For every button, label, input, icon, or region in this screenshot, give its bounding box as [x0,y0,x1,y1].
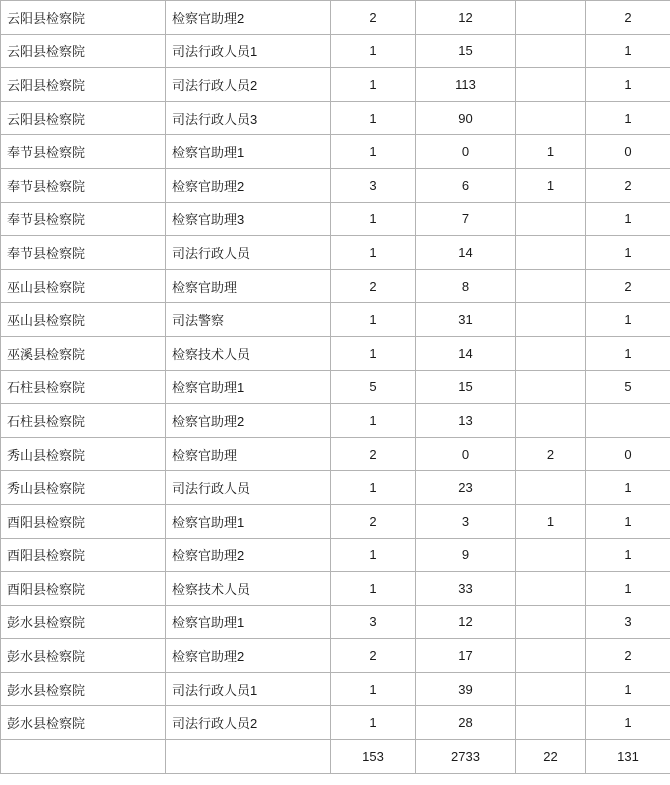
cell-plan: 2 [331,437,416,471]
cell-col4: 2 [586,269,670,303]
cell-col3: 2 [516,437,586,471]
cell-col4: 2 [586,168,670,202]
table-row [1,269,670,303]
table-row [1,572,670,606]
cell-post: 司法行政人员 [166,236,331,270]
cell-col4: 1 [586,672,670,706]
cell-plan: 1 [331,202,416,236]
cell-plan: 1 [331,538,416,572]
table-row [1,437,670,471]
cell-col4: 1 [586,236,670,270]
cell-org: 云阳县检察院 [1,34,166,68]
cell-post: 检察官助理2 [166,404,331,438]
cell-plan: 1 [331,101,416,135]
cell-post: 司法行政人员3 [166,101,331,135]
cell-post: 检察官助理1 [166,135,331,169]
cell-col3 [516,572,586,606]
cell-col3 [516,538,586,572]
cell-col3 [516,1,586,35]
cell-col4 [586,404,670,438]
cell-col3 [516,34,586,68]
total-cell-post [166,740,331,774]
cell-org: 奉节县检察院 [1,135,166,169]
cell-col4: 1 [586,706,670,740]
cell-post: 检察官助理3 [166,202,331,236]
cell-plan: 1 [331,236,416,270]
cell-col3 [516,370,586,404]
cell-col4: 5 [586,370,670,404]
cell-col3 [516,68,586,102]
cell-plan: 1 [331,672,416,706]
cell-col4: 1 [586,504,670,538]
table-row [1,471,670,505]
table-row [1,34,670,68]
cell-org: 云阳县检察院 [1,1,166,35]
cell-org: 彭水县检察院 [1,639,166,673]
cell-col4: 0 [586,135,670,169]
cell-post: 检察技术人员 [166,336,331,370]
cell-col3 [516,269,586,303]
cell-col4: 1 [586,34,670,68]
cell-applied: 6 [416,168,516,202]
cell-applied: 39 [416,672,516,706]
cell-applied: 23 [416,471,516,505]
table-row [1,101,670,135]
cell-plan: 2 [331,269,416,303]
cell-col3 [516,202,586,236]
cell-applied: 17 [416,639,516,673]
table-row [1,605,670,639]
table-total-row [1,740,670,774]
table-row [1,538,670,572]
cell-org: 巫溪县检察院 [1,336,166,370]
cell-col3 [516,336,586,370]
cell-org: 秀山县检察院 [1,437,166,471]
cell-plan: 3 [331,168,416,202]
cell-post: 司法行政人员 [166,471,331,505]
cell-plan: 5 [331,370,416,404]
cell-applied: 113 [416,68,516,102]
cell-applied: 0 [416,437,516,471]
cell-post: 检察官助理1 [166,605,331,639]
cell-col4: 1 [586,471,670,505]
cell-plan: 1 [331,303,416,337]
cell-post: 检察官助理2 [166,538,331,572]
cell-org: 奉节县检察院 [1,202,166,236]
cell-plan: 1 [331,706,416,740]
cell-applied: 12 [416,605,516,639]
total-cell-org [1,740,166,774]
cell-col4: 2 [586,1,670,35]
table-row [1,135,670,169]
total-cell-col3: 22 [516,740,586,774]
cell-col3 [516,101,586,135]
total-cell-plan: 153 [331,740,416,774]
table-row [1,639,670,673]
table-row [1,68,670,102]
cell-applied: 14 [416,336,516,370]
table-row [1,336,670,370]
cell-org: 秀山县检察院 [1,471,166,505]
cell-org: 酉阳县检察院 [1,504,166,538]
cell-applied: 3 [416,504,516,538]
cell-col4: 2 [586,639,670,673]
table-body [1,1,670,774]
cell-post: 检察官助理1 [166,370,331,404]
cell-post: 司法行政人员1 [166,672,331,706]
cell-post: 检察技术人员 [166,572,331,606]
cell-col3: 1 [516,504,586,538]
cell-org: 云阳县检察院 [1,68,166,102]
cell-col3 [516,605,586,639]
cell-post: 司法警察 [166,303,331,337]
cell-plan: 1 [331,34,416,68]
cell-col4: 3 [586,605,670,639]
cell-org: 巫山县检察院 [1,269,166,303]
table-row [1,706,670,740]
cell-applied: 90 [416,101,516,135]
cell-plan: 2 [331,639,416,673]
cell-org: 石柱县检察院 [1,404,166,438]
cell-org: 酉阳县检察院 [1,572,166,606]
cell-org: 奉节县检察院 [1,236,166,270]
cell-col3: 1 [516,168,586,202]
cell-col3 [516,236,586,270]
table-row [1,404,670,438]
cell-post: 检察官助理2 [166,639,331,673]
cell-col4: 1 [586,101,670,135]
cell-col3 [516,706,586,740]
cell-org: 云阳县检察院 [1,101,166,135]
table-row [1,504,670,538]
table-row [1,303,670,337]
cell-col4: 0 [586,437,670,471]
cell-col4: 1 [586,303,670,337]
table-row [1,168,670,202]
cell-applied: 9 [416,538,516,572]
cell-applied: 7 [416,202,516,236]
cell-post: 检察官助理1 [166,504,331,538]
cell-applied: 8 [416,269,516,303]
cell-col4: 1 [586,336,670,370]
cell-col4: 1 [586,202,670,236]
cell-col3 [516,639,586,673]
cell-applied: 15 [416,370,516,404]
cell-col3: 1 [516,135,586,169]
cell-applied: 31 [416,303,516,337]
cell-org: 奉节县检察院 [1,168,166,202]
cell-plan: 3 [331,605,416,639]
cell-applied: 14 [416,236,516,270]
cell-applied: 33 [416,572,516,606]
cell-post: 司法行政人员2 [166,68,331,102]
cell-plan: 2 [331,1,416,35]
table-row [1,672,670,706]
cell-post: 检察官助理2 [166,168,331,202]
cell-post: 检察官助理2 [166,1,331,35]
cell-org: 巫山县检察院 [1,303,166,337]
cell-applied: 12 [416,1,516,35]
cell-plan: 1 [331,572,416,606]
total-cell-col4: 131 [586,740,670,774]
cell-col4: 1 [586,538,670,572]
cell-col3 [516,303,586,337]
table-row [1,236,670,270]
cell-post: 检察官助理 [166,269,331,303]
cell-col4: 1 [586,572,670,606]
cell-plan: 1 [331,404,416,438]
cell-post: 司法行政人员1 [166,34,331,68]
table-row [1,202,670,236]
cell-org: 彭水县检察院 [1,706,166,740]
cell-plan: 1 [331,336,416,370]
cell-org: 彭水县检察院 [1,605,166,639]
cell-org: 彭水县检察院 [1,672,166,706]
table-row [1,1,670,35]
cell-applied: 0 [416,135,516,169]
cell-post: 检察官助理 [166,437,331,471]
cell-applied: 15 [416,34,516,68]
cell-applied: 13 [416,404,516,438]
cell-col3 [516,404,586,438]
cell-col3 [516,471,586,505]
cell-plan: 1 [331,471,416,505]
total-cell-applied: 2733 [416,740,516,774]
table-row [1,370,670,404]
cell-plan: 1 [331,68,416,102]
cell-org: 石柱县检察院 [1,370,166,404]
cell-col4: 1 [586,68,670,102]
cell-post: 司法行政人员2 [166,706,331,740]
cell-applied: 28 [416,706,516,740]
cell-plan: 2 [331,504,416,538]
cell-col3 [516,672,586,706]
cell-plan: 1 [331,135,416,169]
cell-org: 酉阳县检察院 [1,538,166,572]
